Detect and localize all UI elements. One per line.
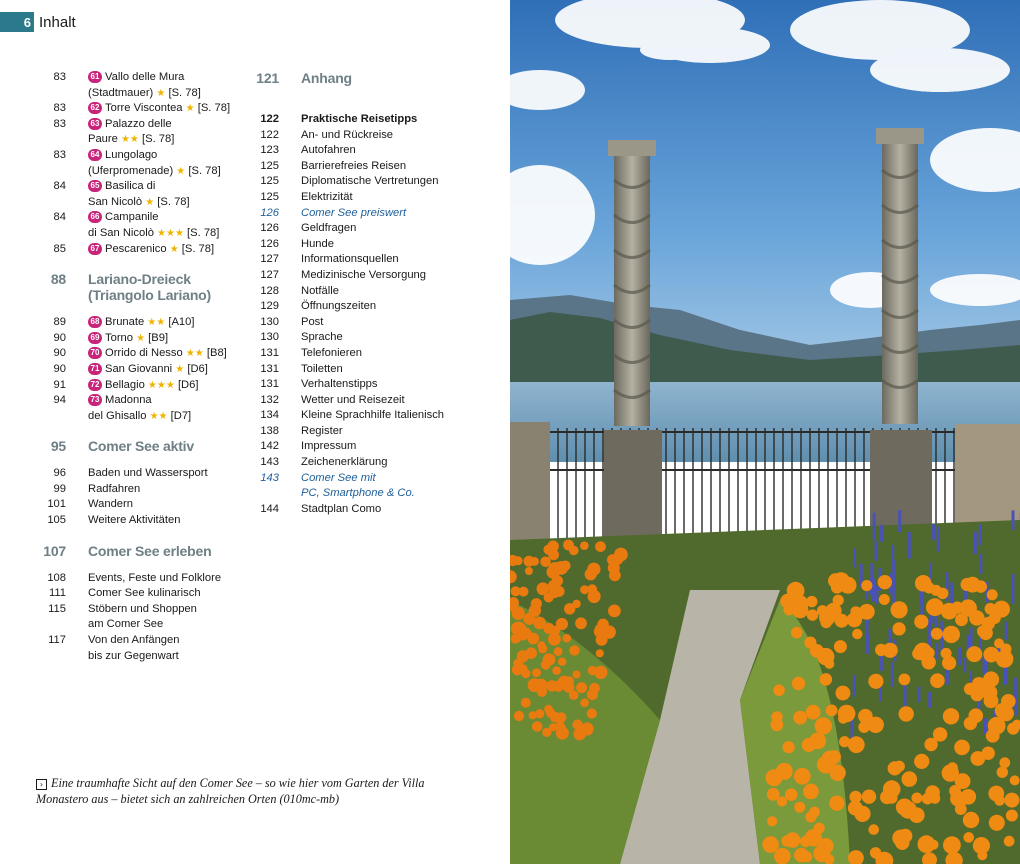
rating-stars: ★★: [149, 410, 168, 422]
entry-page-number: 94: [53, 394, 66, 407]
map-reference: [S. 78]: [188, 164, 221, 177]
entry-page-number: 117: [48, 634, 66, 647]
entry-title: [301, 424, 505, 440]
photo-icon: ›: [36, 779, 47, 790]
entry-page-number: 84: [53, 211, 66, 224]
entry-title: [301, 159, 505, 175]
entry-title: [88, 346, 236, 362]
entry-page-number: 115: [48, 602, 66, 615]
entry-page-number: 125: [260, 159, 279, 172]
map-reference: [D7]: [170, 409, 192, 422]
sight-number-badge: 69: [88, 332, 102, 344]
entry-title-line: Öffnungszeiten: [301, 300, 377, 313]
section-title-line: (Triangolo Lariano): [88, 287, 211, 304]
entry-page-number: 126: [260, 237, 279, 250]
entry-title-line: Brunate: [105, 316, 145, 329]
toc-entry: [255, 315, 505, 331]
entry-page-number: 83: [53, 148, 66, 161]
entry-title-line: Torno: [105, 331, 133, 344]
spacer: [36, 303, 236, 315]
entry-title-line: Weitere Aktivitäten: [88, 514, 181, 527]
entry-title-line: Zeichenerklärung: [301, 456, 388, 469]
toc-entry: [255, 268, 505, 284]
section-page-number: 95: [50, 438, 66, 455]
entry-title: [88, 242, 236, 258]
entry-title: [301, 284, 505, 300]
rating-stars: ★★★: [157, 227, 184, 239]
entry-title: [88, 101, 236, 117]
entry-title-line: Baden und Wassersport: [88, 467, 208, 480]
toc-entry: [36, 346, 236, 362]
entry-page-number: 131: [260, 346, 279, 359]
entry-title-line: San Giovanni: [105, 362, 173, 375]
sight-number-badge: 67: [88, 243, 102, 255]
entry-page-number: 83: [53, 71, 66, 83]
entry-page-number: 122: [260, 128, 279, 141]
toc-entry: [255, 424, 505, 440]
entry-page-number: 83: [53, 117, 66, 130]
entry-page-number: 143: [260, 456, 279, 469]
entry-title-line: Bellagio: [105, 378, 145, 391]
section-title-line: Comer See erleben: [88, 542, 212, 559]
entry-page-number: 131: [260, 362, 279, 375]
entry-page-number: 91: [53, 378, 66, 391]
toc-entry: [255, 174, 505, 190]
entry-title-line: Stöbern und Shoppen: [88, 602, 197, 615]
page-header: [0, 12, 76, 32]
toc-entry: [255, 221, 505, 237]
rating-stars: ★: [176, 165, 186, 177]
entry-title: [301, 346, 505, 362]
toc-section: [36, 271, 236, 303]
entry-title-line: Elektrizität: [301, 190, 353, 203]
entry-title: [88, 497, 236, 513]
entry-page-number: 105: [47, 514, 66, 527]
rating-stars: ★: [185, 103, 195, 115]
section-title-line: Lariano-Dreieck: [88, 271, 191, 288]
entry-page-number: 99: [53, 482, 66, 495]
rating-stars: ★★: [120, 134, 139, 146]
spacer: [36, 529, 236, 543]
entry-title-line: San Nicolò: [88, 195, 143, 208]
rating-stars: ★: [145, 196, 155, 208]
sight-number-badge: 66: [88, 211, 102, 223]
entry-title: [88, 315, 236, 331]
entry-page-number: 132: [260, 393, 279, 406]
entry-title-line: Comer See preiswert: [301, 206, 407, 219]
entry-page-number: 130: [260, 331, 279, 344]
entry-title-line: Basilica di: [105, 180, 156, 193]
entry-title-line: An- und Rückreise: [301, 128, 394, 141]
rating-stars: ★★: [147, 317, 166, 329]
entry-page-number: 90: [53, 347, 66, 360]
map-reference: [A10]: [168, 316, 195, 329]
spacer: [255, 86, 505, 98]
map-reference: [S. 78]: [168, 86, 201, 99]
toc-entry: [255, 439, 505, 455]
section-title-line: Comer See aktiv: [88, 438, 194, 455]
toc-entry: [36, 466, 236, 482]
entry-title-line: Orrido di Nesso: [105, 347, 183, 360]
entry-title-line: Impressum: [301, 440, 357, 453]
entry-title: [301, 190, 505, 206]
page-number: 6: [0, 12, 34, 32]
entry-title-line: PC, Smartphone & Co.: [301, 487, 415, 500]
map-reference: [D6]: [187, 362, 208, 375]
entry-title-line: Lungolago: [105, 148, 158, 161]
entry-title: [301, 112, 505, 128]
entry-title-line: Post: [301, 315, 324, 328]
entry-title-line: Praktische Reisetipps: [301, 113, 418, 125]
section-title-line: Anhang: [301, 70, 352, 86]
entry-title-line: Geldfragen: [301, 222, 357, 235]
toc-entry: [255, 299, 505, 315]
sight-number-badge: 64: [88, 149, 102, 161]
entry-title-line: Toiletten: [301, 362, 343, 375]
entry-page-number: 89: [53, 316, 66, 329]
entry-title: [88, 586, 236, 602]
entry-title-line: Sprache: [301, 331, 343, 344]
map-reference: [S. 78]: [197, 102, 231, 115]
entry-title-line: Diplomatische Vertretungen: [301, 175, 439, 188]
entry-page-number: 126: [260, 222, 279, 235]
toc-entry: [255, 408, 505, 424]
entry-title-line: Paure: [88, 133, 118, 146]
entry-title: [301, 206, 505, 222]
entry-title-line: Comer See kulinarisch: [88, 587, 201, 600]
toc-entry: [255, 190, 505, 206]
map-reference: [S. 78]: [187, 226, 220, 239]
entry-title-line: Informationsquellen: [301, 253, 399, 266]
rating-stars: ★: [136, 332, 146, 344]
entry-title-line: Palazzo delle: [105, 117, 172, 130]
map-reference: [D6]: [177, 378, 199, 391]
entry-title-line: Wandern: [88, 498, 133, 511]
sight-number-badge: 65: [88, 180, 102, 192]
entry-title-line: Wetter und Reisezeit: [301, 393, 405, 406]
toc-column-1: [36, 70, 236, 664]
map-reference: [B8]: [206, 347, 227, 360]
toc-entry: [36, 513, 236, 529]
entry-title-line: (Uferpromenade): [88, 164, 174, 177]
entry-title-line: Kleine Sprachhilfe Italienisch: [301, 409, 445, 422]
toc-entry: [36, 602, 236, 633]
toc-entry: [255, 362, 505, 378]
entry-title-line: Autofahren: [301, 144, 356, 157]
entry-title: [88, 633, 236, 664]
entry-title: [301, 221, 505, 237]
toc-entry: [36, 117, 236, 148]
entry-title: [301, 268, 505, 284]
entry-title: [301, 143, 505, 159]
toc-entry: [36, 571, 236, 587]
entry-title-line: Telefonieren: [301, 346, 362, 359]
entry-title-line: Verhaltenstipps: [301, 378, 378, 391]
toc-entry: [255, 206, 505, 222]
entry-page-number: 143: [260, 471, 279, 484]
entry-title: [301, 252, 505, 268]
entry-title-line: am Comer See: [88, 618, 164, 631]
entry-page-number: 138: [260, 424, 279, 437]
page-title: Inhalt: [39, 13, 76, 31]
entry-title-line: (Stadtmauer): [88, 86, 154, 99]
entry-title-line: Barrierefreies Reisen: [301, 159, 407, 172]
sight-number-badge: 62: [88, 102, 102, 114]
sight-number-badge: 71: [88, 363, 102, 375]
entry-title: [88, 378, 236, 394]
section-page-number: 107: [43, 542, 66, 559]
entry-title-line: Pescarenico: [105, 242, 167, 255]
section-title: [88, 271, 211, 303]
entry-title-line: di San Nicolò: [88, 226, 154, 239]
entry-page-number: 108: [47, 571, 66, 584]
entry-title: [88, 571, 236, 587]
toc-entry: [36, 482, 236, 498]
entry-title: [88, 179, 236, 210]
spacer: [36, 559, 236, 571]
rating-stars: ★★★: [147, 379, 175, 391]
entry-page-number: 144: [260, 502, 279, 515]
entry-title: [88, 117, 236, 148]
entry-title: [301, 408, 505, 424]
entry-title: [301, 377, 505, 393]
entry-title-line: Medizinische Versorgung: [301, 268, 426, 281]
entry-title: [88, 602, 236, 633]
toc-entry: [36, 148, 236, 179]
entry-page-number: 128: [260, 284, 279, 297]
entry-title: [88, 70, 236, 101]
photo-caption: [36, 775, 476, 807]
toc-entry: [255, 112, 505, 128]
toc-entry: [255, 284, 505, 300]
entry-title-line: Hunde: [301, 237, 334, 250]
entry-title-line: Radfahren: [88, 482, 141, 495]
entry-title: [301, 128, 505, 144]
entry-page-number: 85: [53, 242, 66, 255]
toc-entry: [255, 252, 505, 268]
map-reference: [S. 78]: [181, 242, 215, 255]
toc-entry: [255, 159, 505, 175]
entry-page-number: 83: [53, 102, 66, 115]
section-title: [88, 438, 194, 454]
section-title: [301, 70, 352, 86]
rating-stars: ★: [156, 87, 166, 99]
entry-page-number: 131: [260, 378, 279, 391]
entry-title: [301, 393, 505, 409]
entry-page-number: 130: [260, 315, 279, 328]
entry-title: [88, 210, 236, 241]
sight-number-badge: 73: [88, 394, 102, 406]
spacer: [36, 424, 236, 438]
map-reference: [S. 78]: [157, 195, 190, 208]
toc-entry: [255, 471, 505, 502]
toc-entry: [255, 143, 505, 159]
rating-stars: ★★: [185, 348, 204, 360]
entry-title: [301, 237, 505, 253]
entry-page-number: 90: [53, 331, 66, 344]
entry-title-line: Stadtplan Como: [301, 502, 382, 515]
entry-page-number: 126: [260, 206, 279, 219]
map-reference: [S. 78]: [142, 133, 175, 146]
toc-entry: [36, 362, 236, 378]
entry-title-line: del Ghisallo: [88, 409, 147, 422]
toc-column-2: [255, 70, 505, 517]
sight-number-badge: 61: [88, 71, 102, 83]
toc-entry: [255, 237, 505, 253]
toc-entry: [36, 101, 236, 117]
spacer: [36, 454, 236, 466]
entry-title-line: Madonna: [105, 394, 152, 407]
entry-page-number: 101: [47, 498, 66, 511]
entry-title-line: Notfälle: [301, 284, 339, 297]
entry-page-number: 125: [260, 190, 279, 203]
map-reference: [B9]: [148, 331, 169, 344]
entry-page-number: 90: [53, 362, 66, 375]
entry-title-line: Von den Anfängen: [88, 634, 180, 647]
lake-como-photo: [510, 0, 1020, 864]
entry-title: [88, 362, 236, 378]
entry-title-line: Register: [301, 424, 343, 437]
rating-stars: ★: [169, 243, 179, 255]
entry-title: [301, 299, 505, 315]
entry-title: [88, 148, 236, 179]
entry-title: [301, 471, 505, 502]
entry-page-number: 111: [48, 587, 66, 600]
toc-entry: [255, 455, 505, 471]
toc-entry: [36, 393, 236, 424]
toc-section: [36, 438, 236, 454]
sight-number-badge: 70: [88, 347, 102, 359]
toc-section: [255, 70, 505, 86]
entry-page-number: 134: [260, 409, 279, 422]
section-page-number: 88: [50, 271, 66, 288]
entry-title: [301, 330, 505, 346]
spacer: [36, 257, 236, 271]
entry-title: [301, 439, 505, 455]
entry-title: [301, 174, 505, 190]
toc-entry: [36, 497, 236, 513]
entry-page-number: 127: [260, 253, 279, 266]
section-page-number: 121: [256, 70, 279, 86]
toc-entry: [36, 331, 236, 347]
entry-page-number: 122: [260, 113, 279, 125]
toc-entry: [36, 210, 236, 241]
entry-page-number: 125: [260, 175, 279, 188]
toc-entry: [36, 179, 236, 210]
entry-page-number: 142: [260, 440, 279, 453]
entry-title-line: Torre Viscontea: [105, 102, 183, 115]
entry-title-line: Vallo delle Mura: [105, 71, 185, 83]
toc-entry: [255, 502, 505, 518]
sight-number-badge: 72: [88, 379, 102, 391]
toc-entry: [36, 242, 236, 258]
toc-entry: [255, 393, 505, 409]
entry-title-line: Events, Feste und Folklore: [88, 571, 222, 584]
entry-page-number: 123: [260, 144, 279, 157]
entry-title-line: Campanile: [105, 211, 159, 224]
toc-entry: [255, 128, 505, 144]
entry-title: [301, 455, 505, 471]
toc-entry: [255, 377, 505, 393]
entry-title: [88, 393, 236, 424]
caption-text: Eine traumhafte Sicht auf den Comer See – so wie hier vom Garten der Villa Monastero aus – bietet sich an zahlreichen Orten (010mc-mb): [36, 776, 425, 806]
toc-entry: [36, 70, 236, 101]
sight-number-badge: 63: [88, 118, 102, 130]
toc-entry: [255, 330, 505, 346]
entry-title: [301, 315, 505, 331]
toc-entry: [36, 586, 236, 602]
spacer: [255, 98, 505, 112]
entry-title-line: Comer See mit: [301, 471, 376, 484]
toc-entry: [255, 346, 505, 362]
entry-title: [88, 513, 236, 529]
entry-title: [301, 362, 505, 378]
entry-title: [301, 502, 505, 518]
entry-title: [88, 482, 236, 498]
rating-stars: ★: [175, 363, 185, 375]
entry-title-line: bis zur Gegenwart: [88, 649, 179, 662]
entry-page-number: 127: [260, 268, 279, 281]
toc-entry: [36, 378, 236, 394]
sight-number-badge: 68: [88, 316, 102, 328]
entry-page-number: 129: [260, 300, 279, 313]
toc-section: [36, 543, 236, 559]
entry-title: [88, 466, 236, 482]
entry-page-number: 84: [53, 180, 66, 193]
entry-page-number: 96: [53, 467, 66, 480]
section-title: [88, 543, 211, 559]
toc-entry: [36, 315, 236, 331]
entry-title: [88, 331, 236, 347]
toc-entry: [36, 633, 236, 664]
